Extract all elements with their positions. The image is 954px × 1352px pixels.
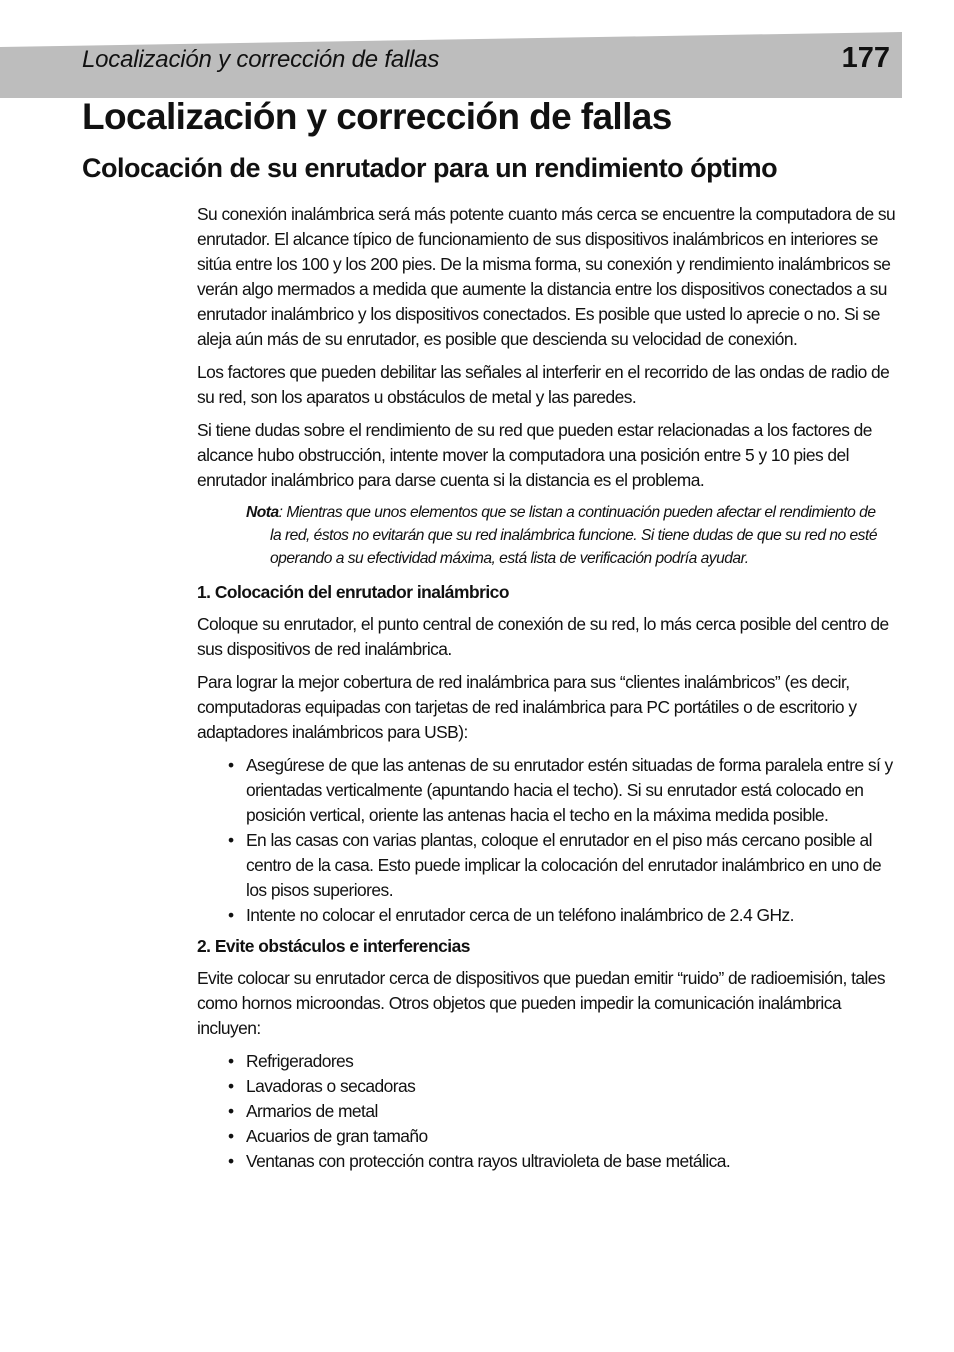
- bullet-glyph: •: [228, 830, 234, 850]
- list-item-text: Ventanas con protección contra rayos ultravioleta de base metálica.: [246, 1151, 731, 1171]
- list-item-text: Asegúrese de que las antenas de su enrutador estén situadas de forma paralela entre sí y orientadas verticalmente (apuntando hacia el techo). Si su enrutador está colocado en posición vertical, oriente las antenas hacia el techo en la máxima medida posible.: [246, 755, 893, 825]
- section-2-title: 2. Evite obstáculos e interferencias: [197, 936, 470, 956]
- body-content: [197, 202, 902, 1180]
- running-header-title: Localización y corrección de fallas: [82, 46, 440, 73]
- list-item-text: Acuarios de gran tamaño: [246, 1126, 428, 1146]
- list-item: [197, 828, 902, 903]
- page-number: 177: [841, 42, 890, 74]
- list-item: [197, 1099, 902, 1124]
- section-1-bullet-list: [197, 753, 902, 928]
- note-label: Nota: [246, 504, 279, 521]
- list-item-text: Refrigeradores: [246, 1051, 354, 1071]
- intro-paragraph-3: Si tiene dudas sobre el rendimiento de su red que pueden estar relacionadas a los factores de alcance hubo obstrucción, intente mover la computadora una posición entre 5 y 10 pies del enrutador inalámbrico para darse cuenta si la distancia es el problema.: [197, 420, 872, 490]
- bullet-glyph: •: [228, 1101, 234, 1121]
- section-1-title: 1. Colocación del enrutador inalámbrico: [197, 582, 509, 602]
- intro-paragraph-1: Su conexión inalámbrica será más potente cuanto más cerca se encuentre la computadora de su enrutador. El alcance típico de funcionamiento de sus dispositivos inalámbricos en interiores se sitúa entre los 100 y los 200 pies. De la misma forma, su conexión y rendimiento inalámbricos se verán algo mermados a medida que aumente la distancia entre los dispositivos conectados a su enrutador inalámbrico y los dispositivos conectados. Es posible que usted lo aprecie o no. Si se aleja aún más de su enrutador, es posible que descienda su velocidad de conexión.: [197, 204, 896, 349]
- list-item: [197, 1149, 902, 1174]
- section-2-paragraph: Evite colocar su enrutador cerca de dispositivos que puedan emitir “ruido” de radioemisión, tales como hornos microondas. Otros objetos que pueden impedir la comunicación inalámbrica incluyen:: [197, 968, 886, 1038]
- bullet-glyph: •: [228, 1076, 234, 1096]
- bullet-glyph: •: [228, 1151, 234, 1171]
- bullet-glyph: •: [228, 1051, 234, 1071]
- list-item: [197, 903, 902, 928]
- list-item: [197, 1074, 902, 1099]
- bullet-glyph: •: [228, 1126, 234, 1146]
- list-item-text: Armarios de metal: [246, 1101, 378, 1121]
- list-item: [197, 1049, 902, 1074]
- section-1-paragraph-2: Para lograr la mejor cobertura de red inalámbrica para sus “clientes inalámbricos” (es decir, computadoras equipadas con tarjetas de red inalámbrica para PC portátiles o de escritorio y adaptadores inalámbricos para USB):: [197, 672, 857, 742]
- page-title: Localización y corrección de fallas: [82, 96, 672, 137]
- list-item: [197, 753, 902, 828]
- section-2-bullet-list: [197, 1049, 902, 1174]
- list-item-text: Lavadoras o secadoras: [246, 1076, 416, 1096]
- section-heading: Colocación de su enrutador para un rendimiento óptimo: [82, 153, 778, 183]
- note-text: : Mientras que unos elementos que se listan a continuación pueden afectar el rendimiento de la red, éstos no evitarán que su red inalámbrica funcione. Si tiene dudas de que su red no esté operando a su efectividad máxima, está lista de verificación podría ayudar.: [270, 504, 877, 567]
- list-item-text: Intente no colocar el enrutador cerca de un teléfono inalámbrico de 2.4 GHz.: [246, 905, 794, 925]
- list-item-text: En las casas con varias plantas, coloque el enrutador en el piso más cercano posible al centro de la casa. Esto puede implicar la colocación del enrutador inalámbrico en uno de los pisos superiores.: [246, 830, 882, 900]
- bullet-glyph: •: [228, 755, 234, 775]
- section-1-paragraph-1: Coloque su enrutador, el punto central de conexión de su red, lo más cerca posible del centro de sus dispositivos de red inalámbrica.: [197, 614, 889, 659]
- bullet-glyph: •: [228, 905, 234, 925]
- note-block: [246, 501, 880, 570]
- list-item: [197, 1124, 902, 1149]
- intro-paragraph-2: Los factores que pueden debilitar las señales al interferir en el recorrido de las ondas de radio de su red, son los aparatos u obstáculos de metal y las paredes.: [197, 362, 890, 407]
